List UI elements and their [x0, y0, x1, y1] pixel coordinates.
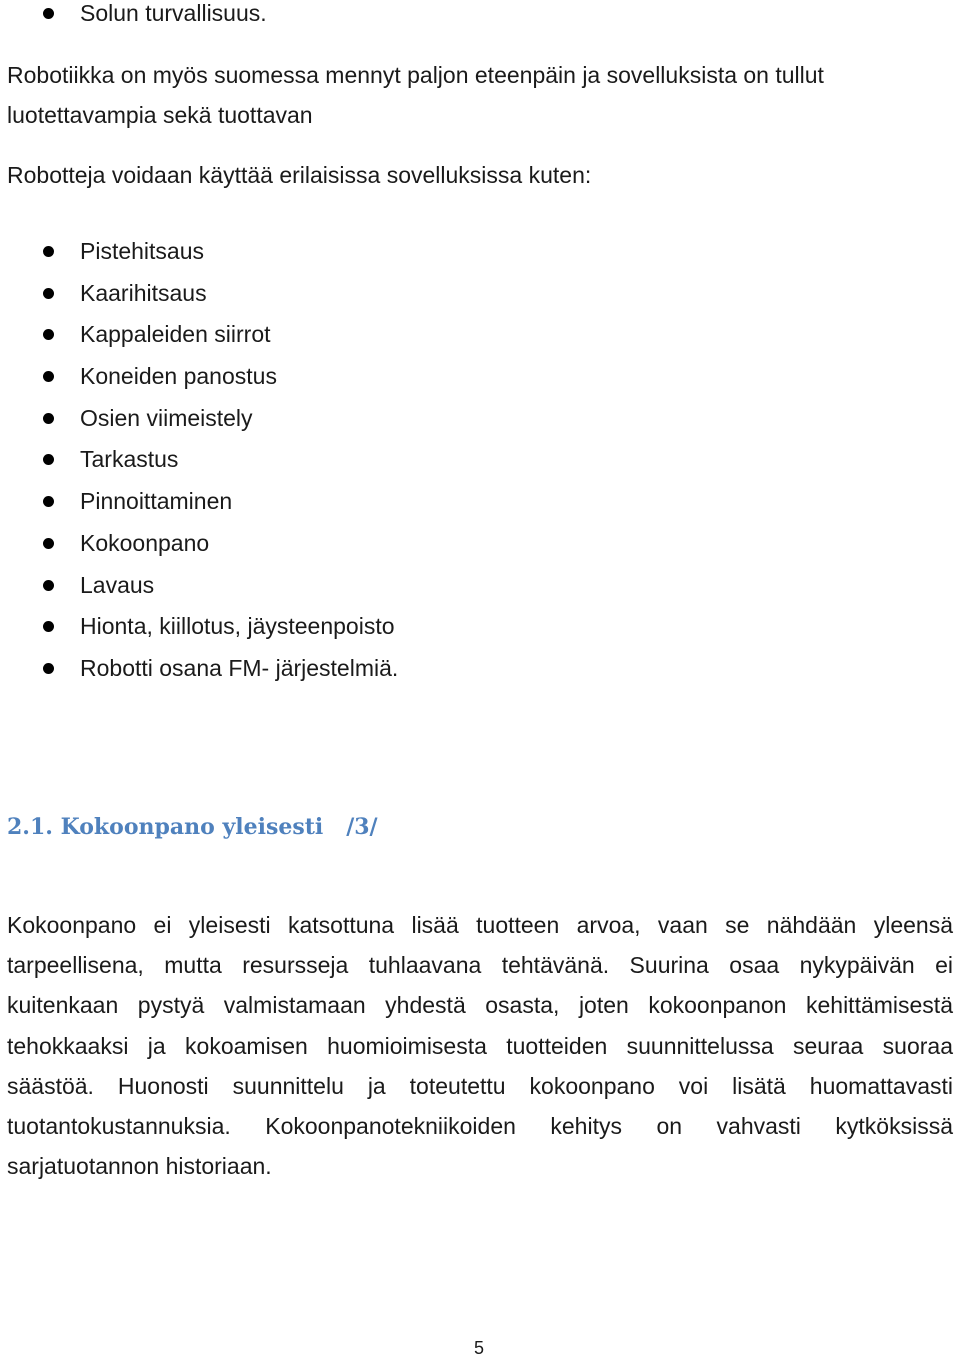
list-item: [0, 653, 398, 695]
list-item: [0, 444, 398, 486]
bullet-icon: [43, 454, 54, 465]
list-item: [0, 361, 398, 403]
list-item-text: Solun turvallisuus.: [80, 0, 267, 26]
list-item-text: Koneiden panostus: [80, 363, 277, 390]
bullet-icon: [43, 371, 54, 382]
list-item: [0, 486, 398, 528]
bullet-icon: [43, 8, 54, 19]
bullet-icon: [43, 413, 54, 424]
page-number: 5: [474, 1338, 485, 1358]
list-item-text: Robotti osana FM- järjestelmiä.: [80, 654, 399, 681]
bullet-icon: [43, 621, 54, 632]
list-item: [0, 0, 267, 40]
list-item: [0, 528, 398, 570]
list-item: [0, 319, 398, 361]
list-item: [0, 611, 398, 653]
bullet-icon: [43, 580, 54, 591]
bullet-icon: [43, 329, 54, 340]
list-item-text: Kokoonpano: [80, 529, 210, 556]
bullet-icon: [43, 496, 54, 507]
list-item: [0, 570, 398, 612]
list-item-text: Tarkastus: [80, 446, 179, 473]
bullet-icon: [43, 288, 54, 299]
applications-intro: Robotteja voidaan käyttää erilaisissa sovelluksissa kuten:: [7, 162, 592, 188]
list-item-text: Hionta, kiillotus, jäysteenpoisto: [80, 613, 395, 640]
bullet-icon: [43, 663, 54, 674]
section-heading: 2.1. Kokoonpano yleisesti /3/: [7, 814, 378, 840]
list-item-text: Kaarihitsaus: [80, 279, 207, 306]
intro-paragraph: Robotiikka on myös suomessa mennyt paljon eteenpäin ja sovelluksista on tullut luotettavampia sekä tuottavan: [7, 62, 824, 128]
section-body: Kokoonpano ei yleisesti katsottuna lisää tuotteen arvoa, vaan se nähdään yleensä tarpeellisena, mutta resursseja tuhlaavana tehtävänä. Suurina osaa nykypäivän ei kuitenkaan pystyä valmistamaan yhdestä osasta, joten kokoonpanon kehittämisestä tehokkaaksi ja kokoamisen huomioimisesta tuotteiden suunnittelussa seuraa suoraa säästöä. Huonosti suunnittelu ja toteutettu kokoonpano voi lisätä huomattavasti tuotantokustannuksia. Kokoonpanotekniikoiden kehitys on vahvasti kytköksissä sarjatuotannon historiaan.: [7, 912, 953, 1180]
list-item-text: Lavaus: [80, 571, 155, 598]
list-item-text: Osien viimeistely: [80, 404, 253, 431]
list-item: [0, 278, 398, 320]
list-item-text: Kappaleiden siirrot: [80, 321, 271, 348]
list-item: [0, 403, 398, 445]
list-item-text: Pinnoittaminen: [80, 488, 233, 515]
applications-list: [0, 236, 398, 695]
bullet-icon: [43, 538, 54, 549]
list-item: [0, 236, 398, 278]
list-item-text: Pistehitsaus: [80, 238, 205, 264]
bullet-icon: [43, 246, 54, 257]
top-bullet-list: [0, 0, 267, 40]
